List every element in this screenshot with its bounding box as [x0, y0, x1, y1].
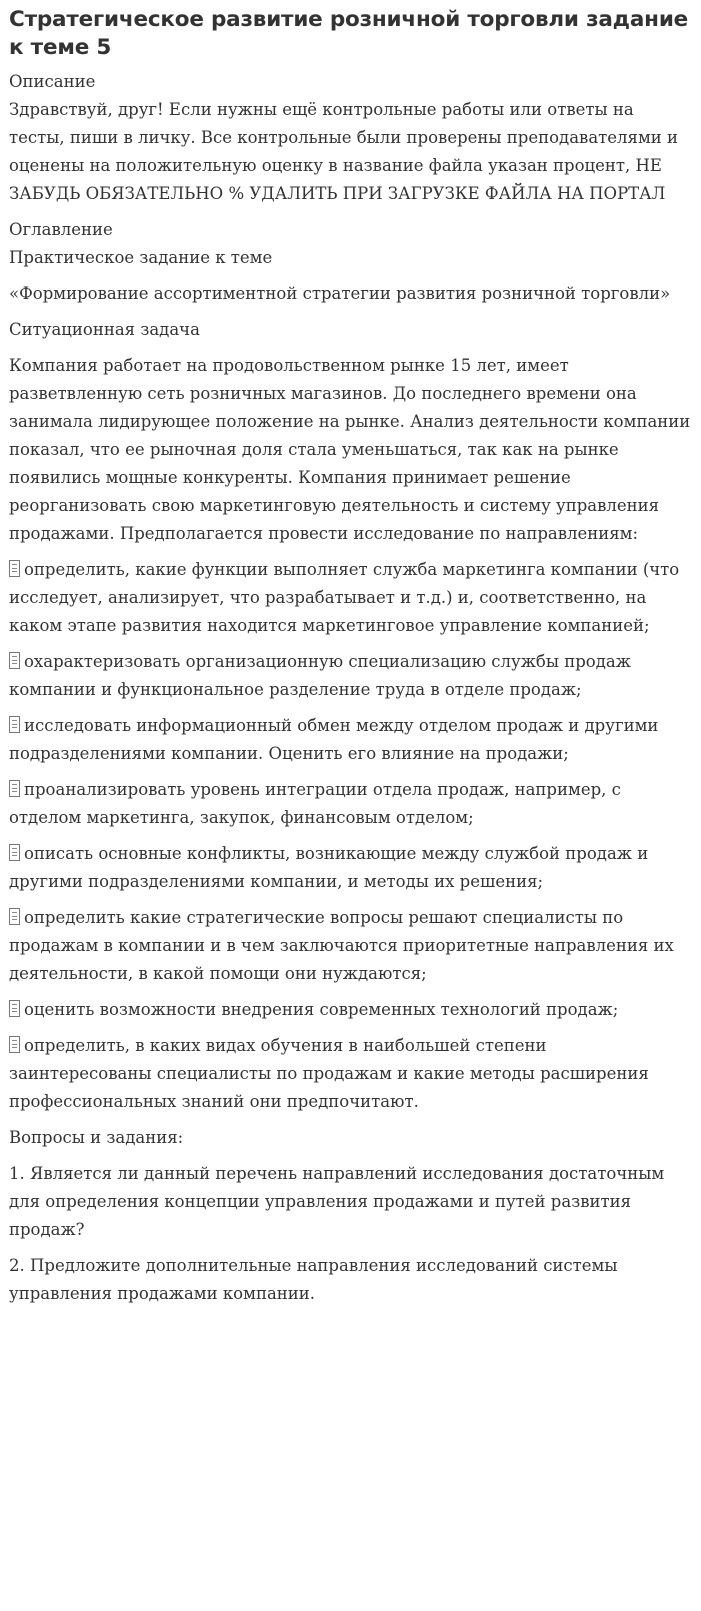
list-item-text: исследовать информационный обмен между отделом продаж и другими подразделениями компании. Оценить его влияние на продажи; [9, 716, 659, 763]
list-item-text: определить, в каких видах обучения в наибольшей степени заинтересованы специалисты по продажам и какие методы расширения профессиональных знаний они предпочитают. [9, 1036, 649, 1111]
research-directions-list [9, 556, 691, 1116]
topic-heading: «Формирование ассортиментной стратегии развития розничной торговли» [9, 284, 671, 303]
case-text: Компания работает на продовольственном рынке 15 лет, имеет разветвленную сеть розничных магазинов. До последнего времени она занимала лидирующее положение на рынке. Анализ деятельности компании показал, что ее рыночная доля стала уменьшаться, так как на рынке появились мощные конкуренты. Компания принимает решение реорганизовать свою маркетинговую деятельность и систему управления продажами. Предполагается провести исследование по направлениям: [9, 356, 691, 543]
question-item: 2. Предложите дополнительные направления исследований системы управления продажами компании. [9, 1256, 618, 1303]
list-item-text: определить, какие функции выполняет служба маркетинга компании (что исследует, анализирует, что разрабатывает и т.д.) и, соответственно, на каком этапе развития находится маркетинговое управление компанией; [9, 560, 680, 635]
list-item-text: оценить возможности внедрения современных технологий продаж; [24, 1000, 619, 1019]
page-title: Стратегическое развитие розничной торговли задание к теме 5 [9, 7, 689, 60]
description-text: Здравствуй, друг! Если нужны ещё контрольные работы или ответы на тесты, пиши в личку. Все контрольные были проверены преподавателями и оценены на положительную оценку в название файла указан процент, НЕ ЗАБУДЬ ОБЯЗАТЕЛЬНО % УДАЛИТЬ ПРИ ЗАГРУЗКЕ ФАЙЛА НА ПОРТАЛ [9, 100, 679, 203]
list-item [9, 648, 691, 704]
list-item [9, 556, 691, 640]
practical-task-heading: Практическое задание к теме [9, 248, 273, 267]
list-item-text: описать основные конфликты, возникающие между службой продаж и другими подразделениями компании, и методы их решения; [9, 844, 649, 891]
case-label: Ситуационная задача [9, 320, 200, 339]
list-item [9, 776, 691, 832]
list-item [9, 712, 691, 768]
list-item [9, 840, 691, 896]
missing-glyph-icon [9, 560, 20, 577]
missing-glyph-icon [9, 1000, 20, 1017]
description-label: Описание [9, 72, 96, 91]
toc-label: Оглавление [9, 220, 113, 239]
list-item-text: охарактеризовать организационную специализацию службы продаж компании и функциональное разделение труда в отделе продаж; [9, 652, 631, 699]
missing-glyph-icon [9, 716, 20, 733]
list-item [9, 1032, 691, 1116]
list-item-text: определить какие стратегические вопросы решают специалисты по продажам в компании и в чем заключаются приоритетные направления их деятельности, в какой помощи они нуждаются; [9, 908, 674, 983]
missing-glyph-icon [9, 652, 20, 669]
missing-glyph-icon [9, 908, 20, 925]
list-item [9, 904, 691, 988]
missing-glyph-icon [9, 1036, 20, 1053]
list-item [9, 996, 691, 1024]
list-item-text: проанализировать уровень интеграции отдела продаж, например, с отделом маркетинга, закупок, финансовым отделом; [9, 780, 621, 827]
missing-glyph-icon [9, 844, 20, 861]
question-item: 1. Является ли данный перечень направлений исследования достаточным для определения концепции управления продажами и путей развития продаж? [9, 1164, 665, 1239]
missing-glyph-icon [9, 780, 20, 797]
questions-label: Вопросы и задания: [9, 1128, 184, 1147]
